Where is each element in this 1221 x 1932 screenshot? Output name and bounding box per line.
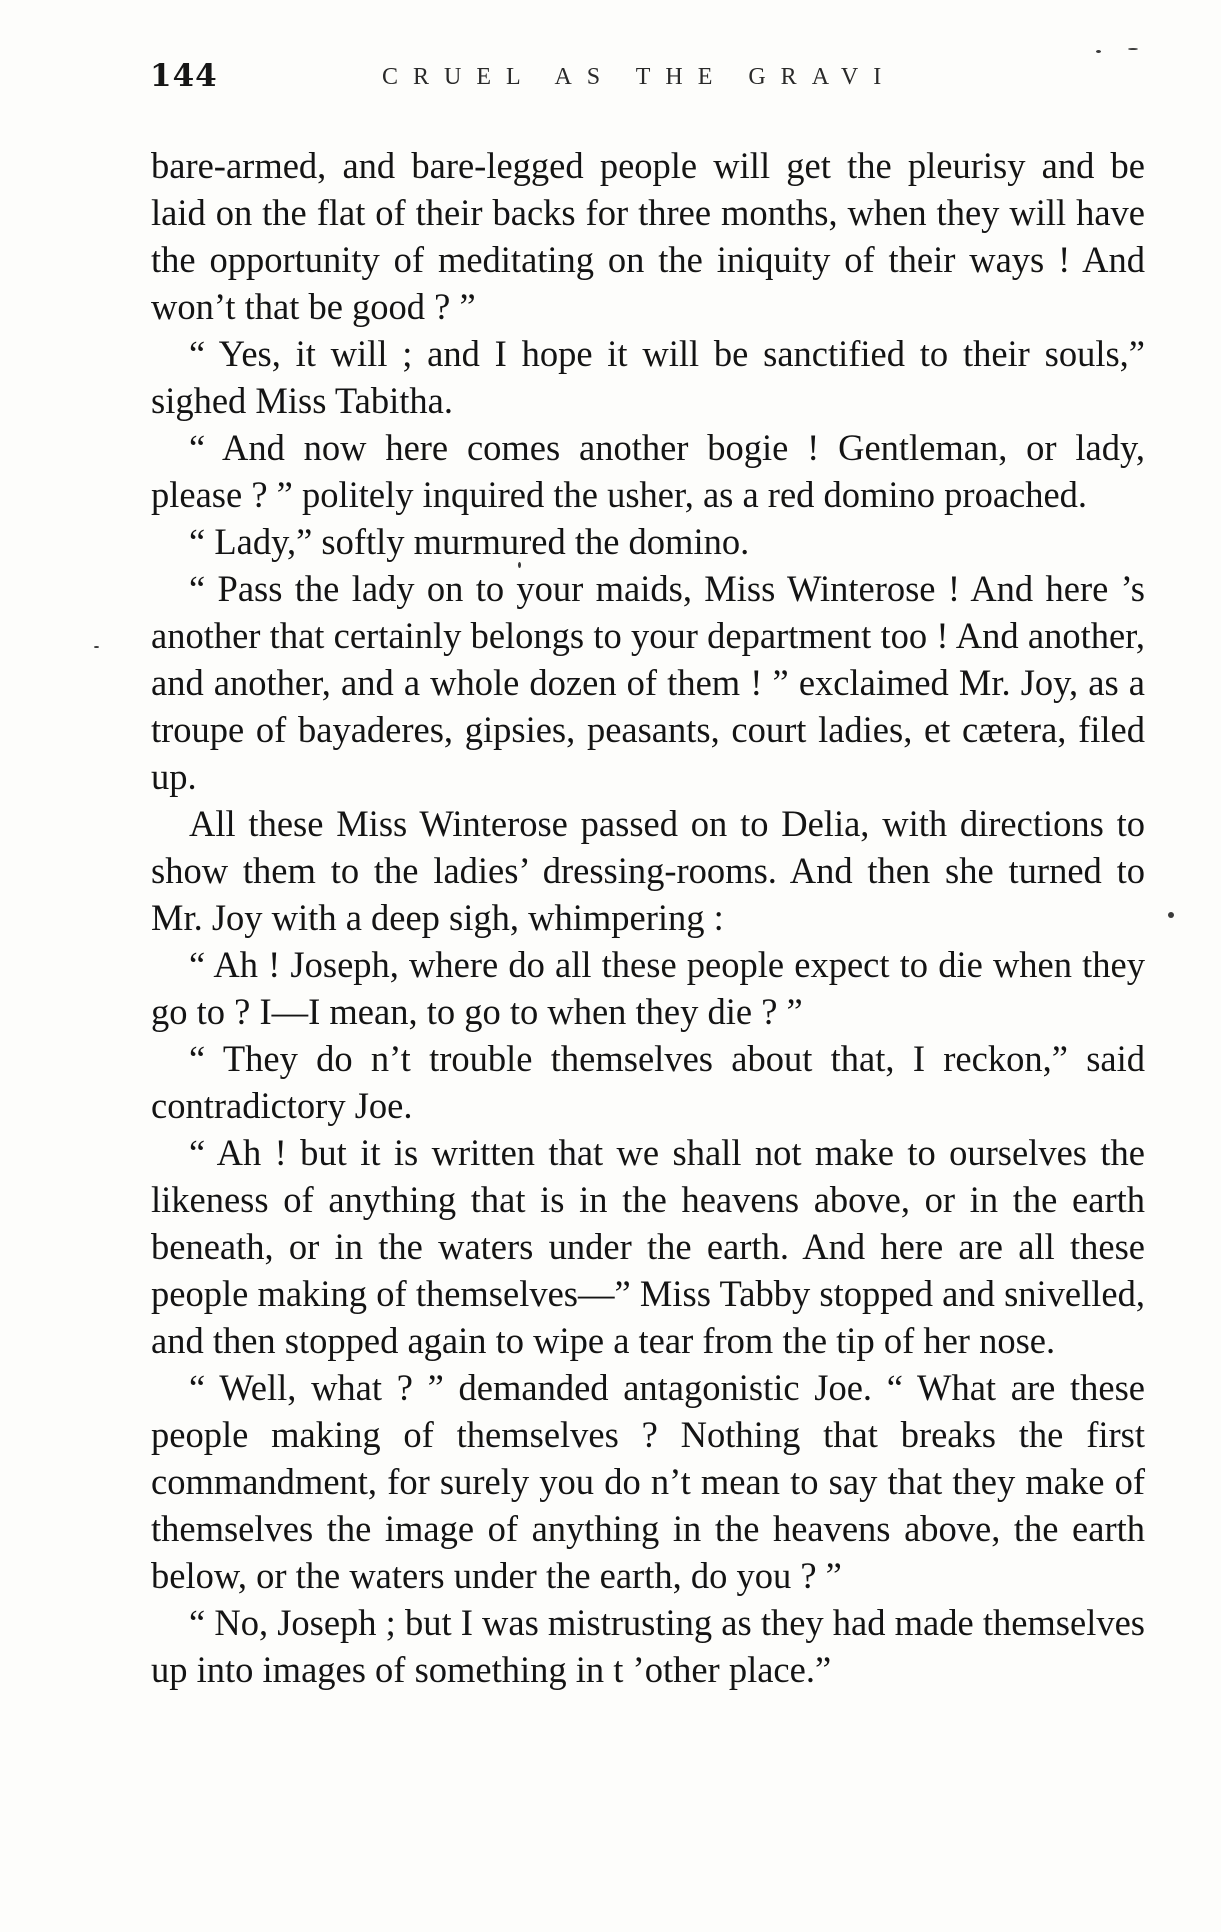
scan-speck <box>518 562 521 568</box>
paragraph: All these Miss Winterose passed on to Delia, with directions to show them to the ladies’ dressing-rooms. And then she turned to Mr. Joy with a deep sigh, whimpering : <box>151 803 1145 938</box>
paragraph: “ They do n’t trouble themselves about that, I reckon,” said contradictory Joe. <box>151 1038 1145 1126</box>
scan-speck <box>94 646 99 648</box>
scan-speck <box>1168 912 1174 918</box>
running-title: CRUEL AS THE GRAVI <box>382 64 897 90</box>
scan-speck <box>1128 48 1138 50</box>
scan-speck <box>1096 50 1101 53</box>
paragraph: “ Ah ! Joseph, where do all these people expect to die when they go to ? I—I mean, to go to when they die ? ” <box>151 944 1145 1032</box>
paragraph: “ Well, what ? ” demanded antagonistic Joe. “ What are these people making of themselves ? Nothing that breaks the first commandment, for surely you do n’t mean to say that they make of themselves the image of anything in the heavens above, the earth below, or the waters under the earth, do you ? ” <box>151 1367 1145 1596</box>
paragraph: “ Lady,” softly murmured the domino. <box>189 521 750 562</box>
body-text <box>151 142 1145 1693</box>
paragraph: “ Pass the lady on to your maids, Miss Winterose ! And here ’s another that certainly belongs to your department too ! And another, and another, and a whole dozen of them ! ” exclaimed Mr. Joy, as a troupe of bayaderes, gipsies, peasants, court ladies, et cætera, filed up. <box>151 568 1145 797</box>
page-number: 144 <box>150 58 218 94</box>
paragraph: “ No, Joseph ; but I was mistrusting as they had made themselves up into images of something in t ’other place.” <box>151 1602 1145 1690</box>
paragraph: “ And now here comes another bogie ! Gentleman, or lady, please ? ” politely inquired the usher, as a red domino proached. <box>151 427 1145 515</box>
page-header <box>0 58 1221 108</box>
paragraph: bare-armed, and bare-legged people will get the pleurisy and be laid on the flat of their backs for three months, when they will have the opportunity of meditating on the iniquity of their ways ! And won’t that be good ? ” <box>151 145 1145 327</box>
paragraph: “ Yes, it will ; and I hope it will be sanctified to their souls,” sighed Miss Tabitha. <box>151 333 1145 421</box>
paragraph: “ Ah ! but it is written that we shall not make to ourselves the likeness of anything that is in the heavens above, or in the earth beneath, or in the waters under the earth. And here are all these people making of themselves—” Miss Tabby stopped and snivelled, and then stopped again to wipe a tear from the tip of her nose. <box>151 1132 1145 1361</box>
